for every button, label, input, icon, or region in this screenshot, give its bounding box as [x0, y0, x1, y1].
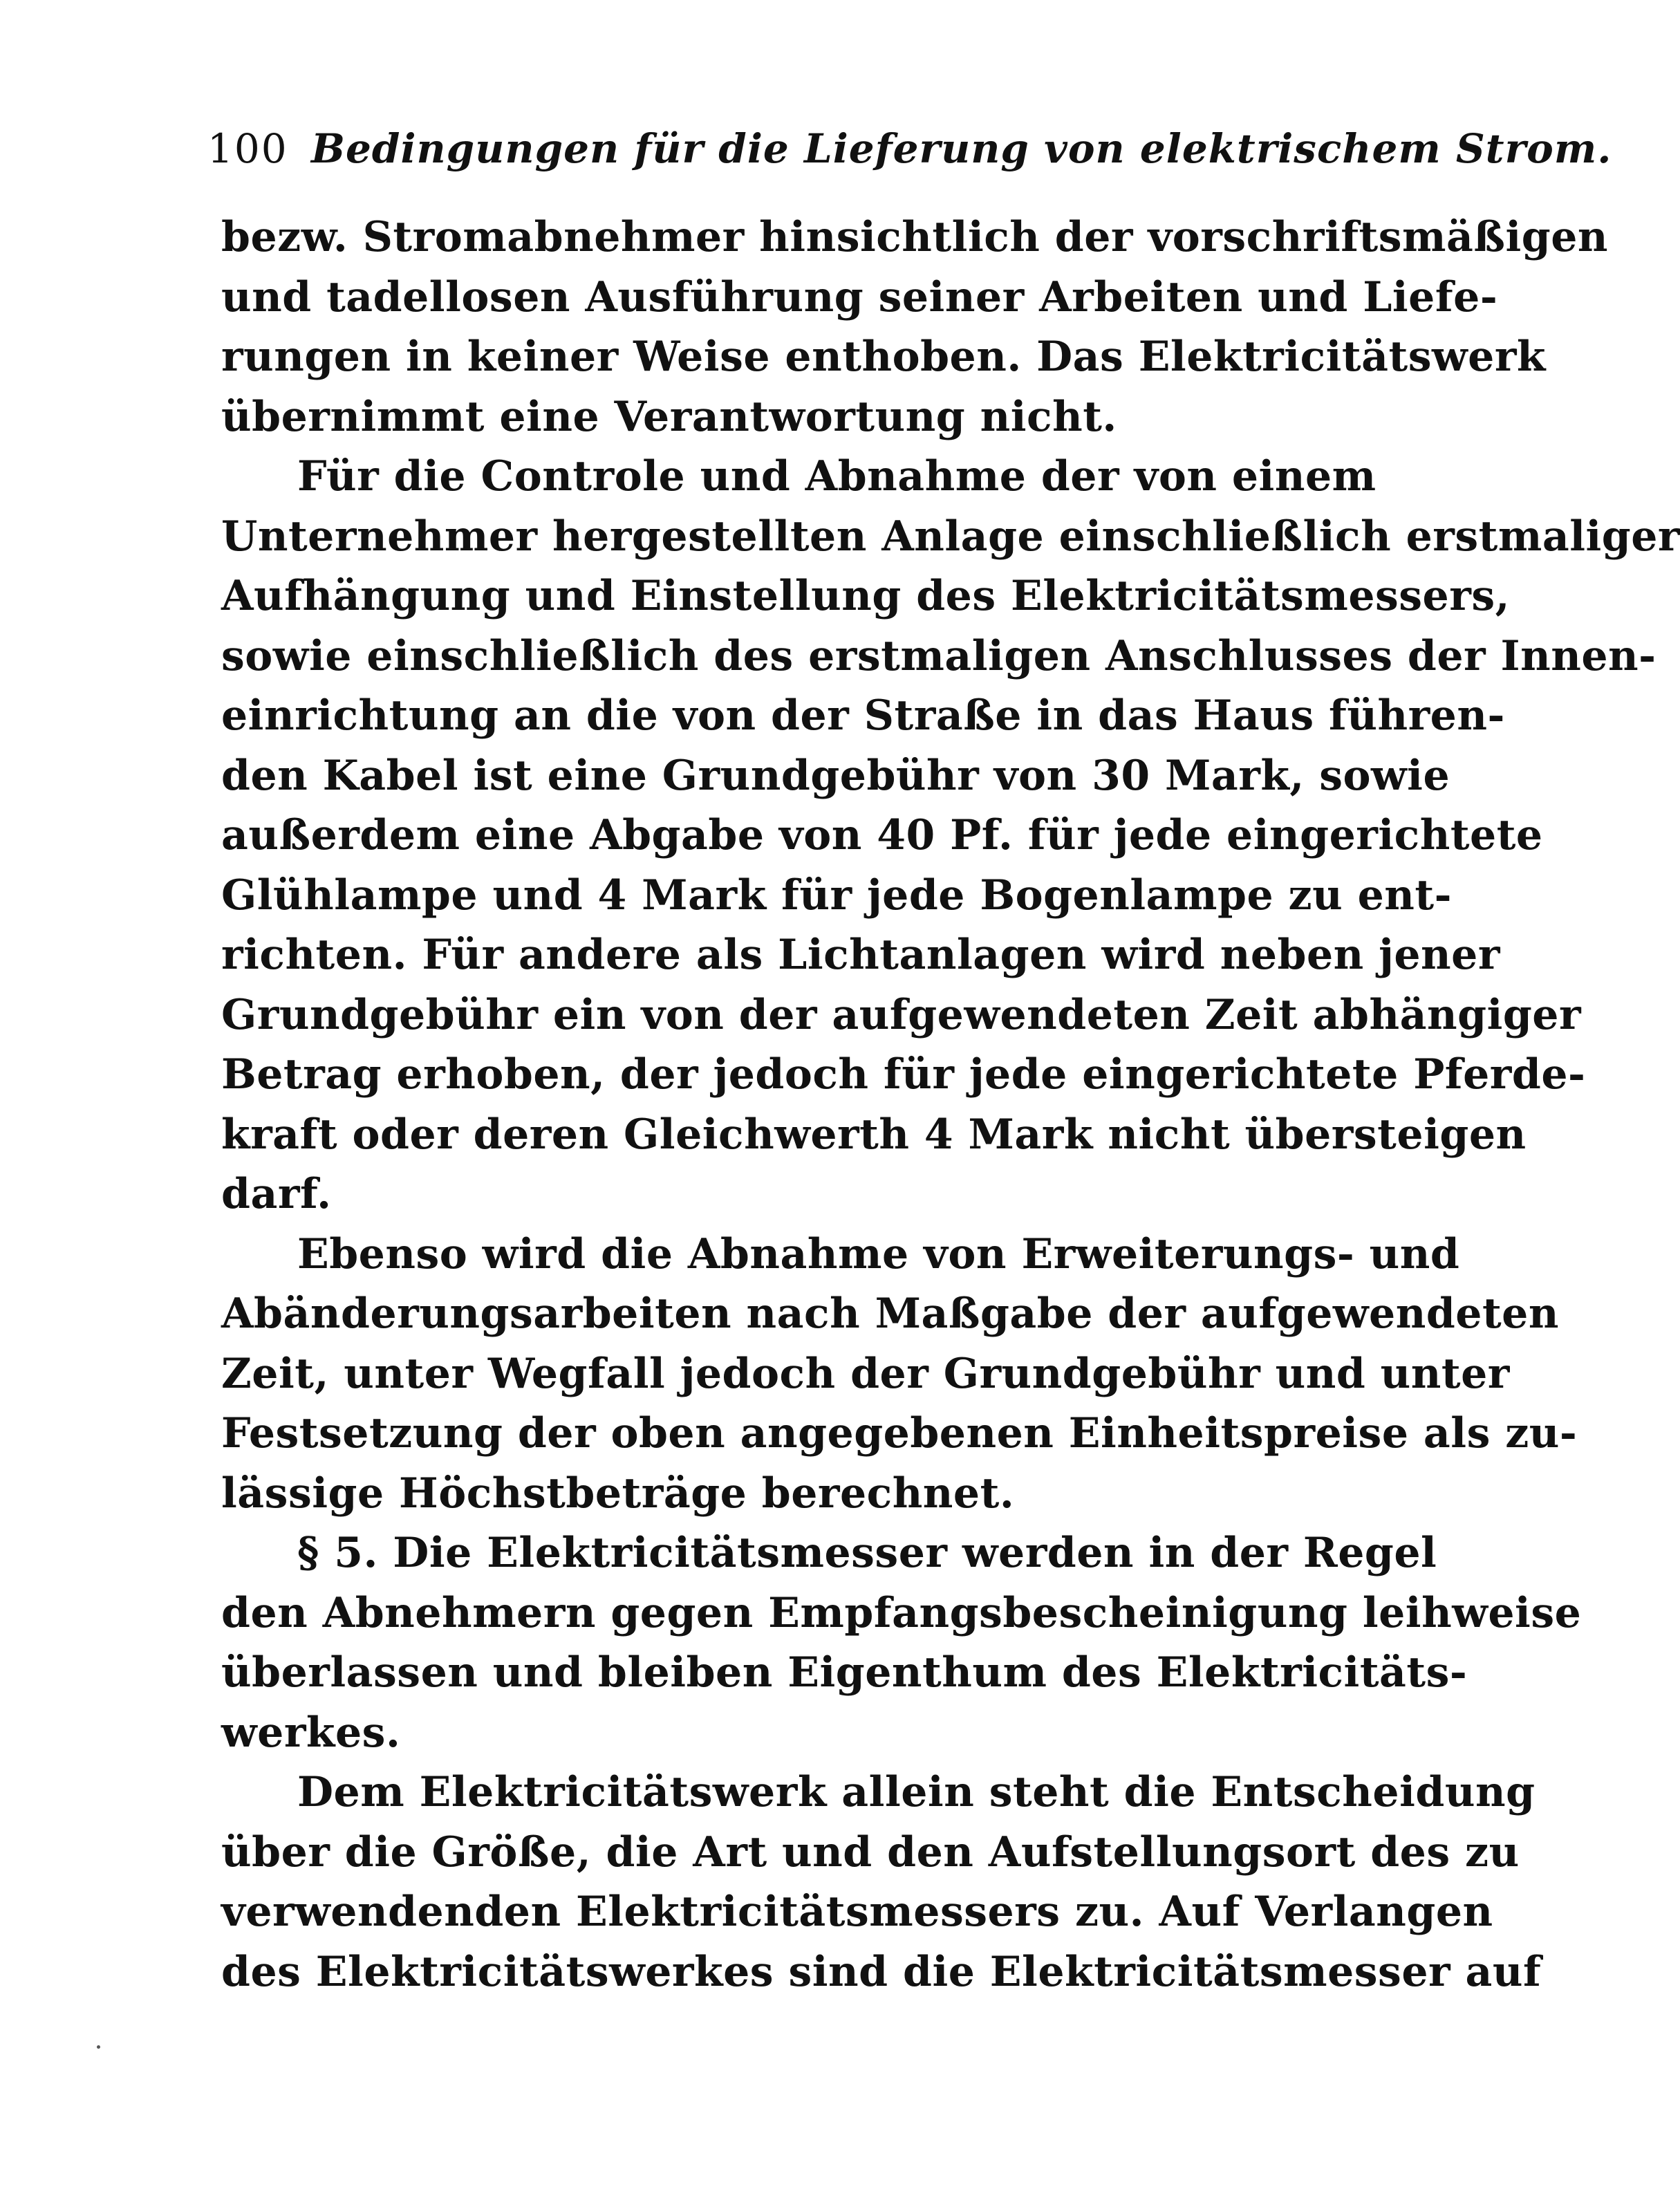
- text-line: Unternehmer hergestellten Anlage einschließlich erstmaliger: [221, 512, 1680, 561]
- section-heading-line: § 5. Die Elektricitätsmesser werden in der Regel: [297, 1529, 1437, 1577]
- text-line: sowie einschließlich des erstmaligen Anschlusses der Innen-: [221, 631, 1656, 680]
- paragraph-start-line: Ebenso wird die Abnahme von Erweiterungs- und: [297, 1229, 1460, 1278]
- text-line: Abänderungsarbeiten nach Maßgabe der aufgewendeten: [221, 1290, 1559, 1338]
- paragraph-start-line: Dem Elektricitätswerk allein steht die Entscheidung: [297, 1768, 1536, 1816]
- text-line: verwendenden Elektricitätsmessers zu. Auf Verlangen: [221, 1888, 1493, 1936]
- text-line: richten. Für andere als Lichtanlagen wird neben jener: [221, 931, 1500, 979]
- text-line: lässige Höchstbeträge berechnet.: [221, 1469, 1015, 1518]
- running-title: Bedingungen für die Lieferung von elektrischem Strom.: [311, 125, 1612, 172]
- text-line: rungen in keiner Weise enthoben. Das Elektricitätswerk: [221, 333, 1547, 381]
- body-text: [221, 207, 1680, 2002]
- text-line: Betrag erhoben, der jedoch für jede eingerichtete Pferde-: [221, 1050, 1586, 1099]
- text-line: über die Größe, die Art und den Aufstellungsort des zu: [221, 1827, 1520, 1877]
- text-line: den Kabel ist eine Grundgebühr von 30 Mark, sowie: [221, 751, 1450, 800]
- text-line: den Abnehmern gegen Empfangsbescheinigung leihweise: [221, 1588, 1582, 1637]
- text-line: bezw. Stromabnehmer hinsichtlich der vorschriftsmäßigen: [221, 213, 1609, 261]
- text-line: einrichtung an die von der Straße in das Haus führen-: [221, 691, 1505, 740]
- text-line: übernimmt eine Verantwortung nicht.: [221, 392, 1117, 441]
- text-line: und tadellosen Ausführung seiner Arbeiten und Liefe-: [221, 272, 1498, 322]
- paper-speck: [97, 2045, 100, 2049]
- text-line: Aufhängung und Einstellung des Elektricitätsmessers,: [221, 572, 1510, 620]
- paragraph-start-line: Für die Controle und Abnahme der von einem: [297, 452, 1376, 501]
- text-line: des Elektricitätswerkes sind die Elektricitätsmesser auf: [221, 1947, 1542, 1996]
- text-line: überlassen und bleiben Eigenthum des Elektricitäts-: [221, 1648, 1468, 1697]
- text-line: kraft oder deren Gleichwerth 4 Mark nicht übersteigen: [221, 1110, 1527, 1159]
- text-line: werkes.: [221, 1708, 401, 1757]
- running-header: [207, 118, 1612, 180]
- page-number: 100: [207, 125, 288, 172]
- text-line: Glühlampe und 4 Mark für jede Bogenlampe zu ent-: [221, 871, 1453, 920]
- text-line: darf.: [221, 1170, 332, 1218]
- text-line: Zeit, unter Wegfall jedoch der Grundgebühr und unter: [221, 1349, 1510, 1398]
- text-line: außerdem eine Abgabe von 40 Pf. für jede eingerichtete: [221, 811, 1543, 859]
- text-line: Festsetzung der oben angegebenen Einheitspreise als zu-: [221, 1409, 1578, 1458]
- text-line: Grundgebühr ein von der aufgewendeten Zeit abhängiger: [221, 990, 1582, 1039]
